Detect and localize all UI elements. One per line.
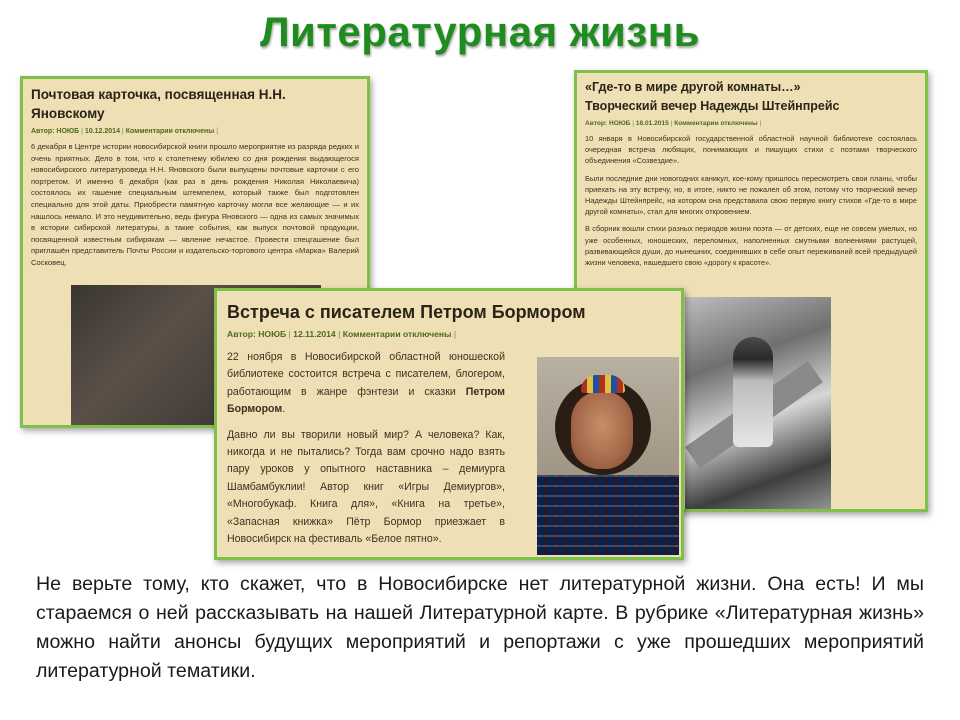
writer-name: Петром Бормором: [227, 385, 505, 416]
article-date: 16.01.2015: [635, 120, 669, 127]
article-paragraph: 22 ноября в Новосибирской областной юношеской библиотеке состоится встреча с писателем, блогером, работающим в жанре фэнтези и сказки Петром Бормором.: [227, 351, 505, 416]
writer-photo: [537, 357, 679, 555]
article-paragraph: В сборник вошли стихи разных периодов жизни поэта — от детских, еще не совсем умелых, но уже особенных, юношеских, переломных, наполненных смутными волнениями растущей, развивающейся души, до нынешних, соединивших в себе опыт переживаний всей предыдущей жизни человека, нашедшего свою «дорогу к красоте».: [585, 224, 917, 268]
article-comments: Комментарии отключены: [125, 128, 215, 135]
slide-title: Литературная жизнь: [260, 8, 700, 55]
poet-photo: [685, 297, 831, 512]
article-comments: Комментарии отключены: [342, 329, 452, 339]
article-paragraph: Были последние дни новогодних каникул, кое-кому пришлось пересмотреть свои планы, чтобы приехать на эту встречу, но, в итоге, никто не пожалел об этом, потому что творческий вечер Надежды Штейнпрейс, на котором она представила свою первую книгу стихов «Где-то в мире другой комнаты», стал для многих откровением.: [585, 173, 917, 217]
article-comments: Комментарии отключены: [674, 120, 758, 127]
slide-caption: Не верьте тому, кто скажет, что в Новосибирске нет литературной жизни. Она есть! И мы стараемся о ней рассказывать на нашей Литературной карте. В рубрике «Литературная жизнь» можно найти анонсы будущих мероприятий и репортажи с уже прошедших мероприятий литературной тематики.: [36, 573, 924, 682]
article-card-bormor[interactable]: [214, 288, 684, 560]
article-title[interactable]: Встреча с писателем Петром Бормором: [227, 302, 586, 322]
plaid-shirt: [537, 475, 679, 555]
article-author[interactable]: Автор: НОЮБ: [585, 120, 631, 127]
article-paragraph: 6 декабря в Центре истории новосибирской книги прошло мероприятие из разряда редких и очень приятных. Дело в том, что к столетнему юбилею со дня рождения выдающегося новосибирского литературоведа Н.Н. Яновского были выпущены почтовые карточки с его портретом. И именно 6 декабря (как раз в день рождения Николая Николаевича) состоялось их гашение специальным штемпелем, который также был подготовлен специально для этой даты. Приобрести памятную карточку могли все желающие — и их нашлось немало. И это неудивительно, ведь фигура Яновского — одна из самых значимых в истории сибирской литературы, а такие события, как выпуск почтовой продукции, посвященной известным сибирякам — явление нечастое. Провести спецгашение был приглашён представитель Почты России и издательско-торгового центра «Марка» Валерий Сосковец.: [31, 142, 359, 267]
article-title[interactable]: Почтовая карточка, посвященная Н.Н. Яновскому: [31, 87, 286, 121]
article-author[interactable]: Автор: НОЮБ: [31, 128, 80, 135]
face-shape: [571, 391, 633, 469]
article-body: [227, 349, 505, 548]
article-body: [585, 133, 917, 268]
cap-shape: [581, 375, 625, 393]
article-meta: Автор: НОЮБ | 10.12.2014 | Комментарии отключены |: [31, 128, 219, 135]
article-meta: Автор: НОЮБ | 12.11.2014 | Комментарии отключены |: [227, 329, 457, 339]
article-title[interactable]: «Где-то в мире другой комнаты…» Творческий вечер Надежды Штейнпрейс: [585, 80, 840, 113]
article-meta: Автор: НОЮБ | 16.01.2015 | Комментарии отключены |: [585, 120, 762, 127]
article-author[interactable]: Автор: НОЮБ: [227, 329, 287, 339]
article-date: 10.12.2014: [84, 128, 120, 135]
article-paragraph: Давно ли вы творили новый мир? А человека? Как, никогда и не пытались? Тогда вам срочно надо взять пару уроков у опытного наставника – демиурга Шамбамбуклии! Автор книг «Игры Демиургов», «Многобукаф. Книга для», «Книга на третье», «Запасная книжка» Пётр Бормор приезжает в Новосибирск на фестиваль «Белое пятно».: [227, 428, 505, 546]
article-date: 12.11.2014: [293, 329, 336, 339]
article-body: [31, 141, 359, 269]
article-paragraph: 10 января в Новосибирской государственной областной научной библиотеке состоялась очередная встреча любящих, понимающих и пишущих стихи с поэтами творческого объединения «Созвездие».: [585, 134, 917, 166]
woman-figure: [733, 337, 773, 447]
